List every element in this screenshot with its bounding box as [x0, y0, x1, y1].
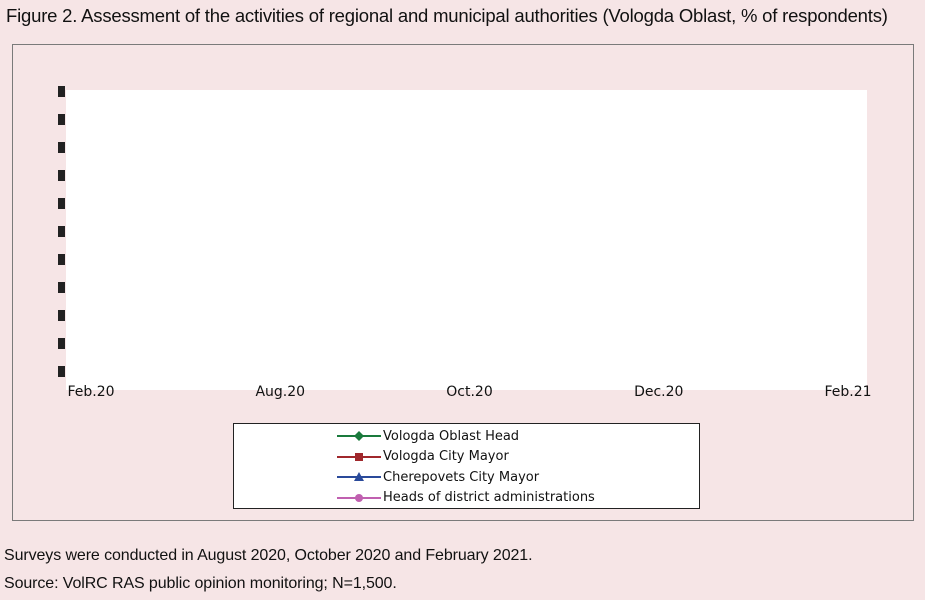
source-note: Source: VolRC RAS public opinion monitoring; N=1,500. — [4, 575, 397, 592]
diamond-marker-icon — [337, 429, 381, 443]
legend-label: Cherepovets City Mayor — [383, 469, 540, 485]
legend-item-district-heads — [337, 488, 699, 509]
x-tick-label: Dec.20 — [634, 384, 684, 400]
y-tick-stub — [58, 254, 65, 265]
y-tick-stub — [58, 142, 65, 153]
survey-note: Surveys were conducted in August 2020, October 2020 and February 2021. — [4, 547, 533, 564]
figure-title: Figure 2. Assessment of the activities of regional and municipal authorities (Vologda Oblast, % of respondents) — [6, 5, 888, 26]
y-tick-stub — [58, 338, 65, 349]
legend-label: Heads of district administrations — [383, 490, 595, 506]
x-tick-label: Feb.21 — [824, 384, 872, 400]
y-tick-stub — [58, 198, 65, 209]
legend-label: Vologda City Mayor — [383, 449, 509, 465]
triangle-marker-icon — [337, 470, 381, 484]
chart-legend — [233, 423, 700, 509]
legend-item-vologda-mayor — [337, 447, 699, 468]
y-tick-stub — [58, 86, 65, 97]
plot-area — [66, 90, 867, 390]
x-tick-label: Feb.20 — [67, 384, 115, 400]
y-axis-tick-stubs — [58, 86, 65, 377]
y-tick-stub — [58, 170, 65, 181]
square-marker-icon — [337, 450, 381, 464]
legend-item-oblast-head — [337, 426, 699, 447]
legend-item-cherepovets-mayor — [337, 467, 699, 488]
legend-label: Vologda Oblast Head — [383, 428, 520, 444]
y-tick-stub — [58, 366, 65, 377]
circle-marker-icon — [337, 491, 381, 505]
y-tick-stub — [58, 226, 65, 237]
x-tick-label: Aug.20 — [255, 384, 306, 400]
y-tick-stub — [58, 114, 65, 125]
y-tick-stub — [58, 310, 65, 321]
x-tick-label: Oct.20 — [446, 384, 493, 400]
y-tick-stub — [58, 282, 65, 293]
